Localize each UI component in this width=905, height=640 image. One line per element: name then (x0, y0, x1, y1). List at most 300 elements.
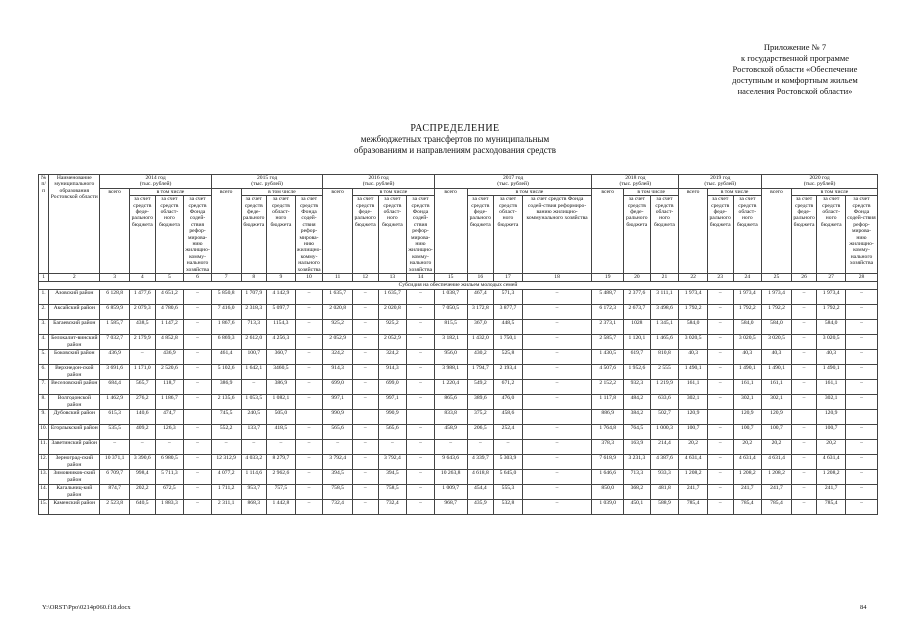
table-cell: 7 050,5 (434, 305, 467, 320)
table-cell: 4 033,2 (241, 455, 267, 470)
row-number: 8. (39, 395, 49, 410)
table-cell: – (295, 395, 323, 410)
municipality-name: Боковский район (49, 350, 100, 365)
table-cell: 584,0 (679, 320, 708, 335)
table-cell: 100,7 (762, 425, 792, 440)
table-cell: 684,4 (100, 380, 130, 395)
table-cell: 584,0 (817, 320, 846, 335)
row-number: 1. (39, 290, 49, 305)
table-cell: 100,7 (241, 350, 267, 365)
table-cell: 2 052,9 (323, 335, 353, 350)
table-row (39, 320, 878, 335)
year-label: 2016 год (368, 175, 389, 181)
column-number: 8 (241, 274, 267, 282)
table-cell: 409,2 (130, 425, 156, 440)
appendix-line: Приложение № 7 (763, 42, 827, 52)
table-cell (407, 410, 435, 425)
table-cell: – (407, 455, 435, 470)
table-cell: – (407, 365, 435, 380)
table-row (39, 425, 878, 440)
column-number: 4 (130, 274, 156, 282)
table-cell: – (522, 440, 592, 455)
table-cell: 3 020,5 (762, 335, 792, 350)
table-cell: 713,3 (624, 470, 651, 485)
table-cell: 2 373,1 (592, 320, 624, 335)
table-cell: – (846, 335, 878, 350)
header-in-total: в том числе (467, 188, 592, 195)
header-total: всего (100, 188, 130, 273)
table-cell: 1 792,2 (817, 305, 846, 320)
table-cell: 241,7 (679, 485, 708, 500)
table-cell: 448,5 (494, 320, 523, 335)
header-in-total: в том числе (791, 188, 877, 195)
municipality-name: Верхнедон-ской район (49, 365, 100, 380)
year-label: 2014 год (145, 175, 166, 181)
table-cell: – (407, 335, 435, 350)
table-cell: 785,4 (817, 500, 846, 515)
header-federal: за счет средств феде-рального бюджета (791, 196, 817, 274)
table-cell: – (407, 305, 435, 320)
header-year (762, 175, 878, 189)
table-cell: – (184, 485, 212, 500)
header-regional: за счет средств област-ного бюджета (817, 196, 846, 274)
table-cell: 2 135,6 (211, 395, 241, 410)
table-cell: – (522, 395, 592, 410)
table-cell: – (791, 440, 817, 455)
table-cell: 1 973,4 (679, 290, 708, 305)
title-line: образованиям и направлениям расходования средств (354, 144, 556, 155)
table-cell: 2 520,6 (155, 365, 184, 380)
table-cell: 2 152,2 (592, 380, 624, 395)
table-cell: – (522, 485, 592, 500)
header-regional: за счет средств област-ного бюджета (155, 196, 184, 274)
table-cell (846, 410, 878, 425)
table-cell: 1 477,6 (130, 290, 156, 305)
table-cell: – (184, 425, 212, 440)
table-cell: 12 312,9 (211, 455, 241, 470)
table-cell: 1 082,1 (267, 395, 296, 410)
table-cell: 565,7 (130, 380, 156, 395)
column-number: 22 (679, 274, 708, 282)
table-cell: – (295, 485, 323, 500)
title-line: межбюджетных трансфертов по муниципальным (360, 134, 550, 144)
municipality-name: Азовский район (49, 290, 100, 305)
column-number: 28 (846, 274, 878, 282)
table-cell: 3 111,1 (650, 290, 679, 305)
table-cell: 367,0 (467, 320, 494, 335)
table-cell: 990,9 (378, 410, 407, 425)
table-cell: 6 980,5 (155, 455, 184, 470)
table-cell: – (791, 455, 817, 470)
header-total: всего (762, 188, 792, 273)
table-cell: 430,2 (467, 350, 494, 365)
table-cell: – (707, 305, 733, 320)
table-cell: 565,6 (378, 425, 407, 440)
appendix-line: доступным и комфортным жильем (732, 75, 858, 85)
table-cell: 252,4 (494, 425, 523, 440)
table-cell: – (352, 485, 378, 500)
table-cell: 532,8 (494, 500, 523, 515)
table-cell: – (241, 380, 267, 395)
table-cell: 118,7 (155, 380, 184, 395)
table-cell: 302,1 (733, 395, 762, 410)
table-cell: 785,4 (679, 500, 708, 515)
table-cell: 3 020,5 (679, 335, 708, 350)
column-number: 10 (295, 274, 323, 282)
table-cell: 360,7 (267, 350, 296, 365)
table-cell: 161,1 (679, 380, 708, 395)
table-cell: 619,7 (624, 350, 651, 365)
row-number: 4. (39, 335, 49, 350)
table-cell: 302,1 (817, 395, 846, 410)
table-cell: 1 490,1 (679, 365, 708, 380)
table-cell: 140,6 (130, 410, 156, 425)
table-cell: – (707, 290, 733, 305)
table-cell: – (295, 290, 323, 305)
table-cell: 3 498,6 (650, 305, 679, 320)
header-name: Наименование муниципального образования Ростовской области (49, 175, 100, 274)
table-cell: – (791, 380, 817, 395)
table-cell: – (295, 500, 323, 515)
year-label: 2019 год (710, 175, 731, 181)
table-cell: 1 750,1 (494, 335, 523, 350)
header-regional: за счет средств област-ного бюджета (494, 196, 523, 274)
header-year (323, 175, 434, 189)
table-cell: 1 171,0 (130, 365, 156, 380)
appendix-line: населения Ростовской области» (737, 86, 853, 96)
table-cell: 4 507,6 (592, 365, 624, 380)
header-regional: за счет средств област-ного бюджета (378, 196, 407, 274)
table-cell: 672,5 (155, 485, 184, 500)
table-cell: 933,3 (650, 470, 679, 485)
file-path: Y:\ORST\Ppo\0214p060.f18.docx (42, 604, 131, 611)
table-cell: 925,2 (378, 320, 407, 335)
table-cell: 458,9 (434, 425, 467, 440)
table-cell: 1 462,9 (100, 395, 130, 410)
table-cell: 6 859,9 (100, 305, 130, 320)
table-cell: 5 303,9 (494, 455, 523, 470)
table-cell: 815,5 (434, 320, 467, 335)
table-cell: – (352, 365, 378, 380)
appendix-line: Ростовской области «Обеспечение (732, 64, 858, 74)
table-cell: 120,9 (817, 410, 846, 425)
table-cell: – (846, 350, 878, 365)
header-regional: за счет средств област-ного бюджета (733, 196, 762, 274)
table-cell: 1 120,1 (624, 335, 651, 350)
table-cell: 276,2 (130, 395, 156, 410)
header-total: всего (434, 188, 467, 273)
header-federal: за счет средств феде-рального бюджета (352, 196, 378, 274)
table-cell: – (407, 500, 435, 515)
table-cell: – (352, 440, 378, 455)
table-cell: 450,1 (624, 500, 651, 515)
table-cell: – (184, 350, 212, 365)
table-cell: 1 792,2 (762, 305, 792, 320)
municipality-name: Волгодонской район (49, 395, 100, 410)
municipality-name: Белокалит-винский район (49, 335, 100, 350)
table-cell: 3 231,3 (624, 455, 651, 470)
title-heading: РАСПРЕДЕЛЕНИЕ (410, 123, 500, 134)
year-label: 2017 год (502, 175, 524, 181)
header-year (592, 175, 679, 189)
table-cell: 4 339,7 (467, 455, 494, 470)
table-cell: 375,2 (467, 410, 494, 425)
table-cell: 3 877,7 (494, 305, 523, 320)
table-cell: 302,1 (762, 395, 792, 410)
table-cell: – (791, 335, 817, 350)
row-number: 7. (39, 380, 49, 395)
table-cell: 8 279,7 (267, 455, 296, 470)
table-cell: 1 208,2 (679, 470, 708, 485)
table-cell: 7 032,7 (100, 335, 130, 350)
table-cell: 1 208,2 (733, 470, 762, 485)
table-cell: 6 172,3 (592, 305, 624, 320)
table-cell: – (295, 470, 323, 485)
row-number: 13. (39, 470, 49, 485)
table-cell: – (352, 320, 378, 335)
table-cell: 1 792,2 (733, 305, 762, 320)
table-cell: 552,2 (211, 425, 241, 440)
table-cell: – (407, 350, 435, 365)
page-number: 84 (860, 604, 867, 611)
table-cell: – (352, 380, 378, 395)
table-cell: 764,5 (624, 425, 651, 440)
table-cell: – (295, 305, 323, 320)
table-cell: 474,7 (155, 410, 184, 425)
table-cell: 671,2 (494, 380, 523, 395)
table-cell: – (791, 320, 817, 335)
table-cell: – (352, 395, 378, 410)
table-cell: 2 179,9 (130, 335, 156, 350)
table-cell: 1 345,1 (650, 320, 679, 335)
header-in-total: в том числе (130, 188, 212, 195)
table-cell (184, 410, 212, 425)
header-num: № п/п (39, 175, 49, 274)
table-cell: – (522, 290, 592, 305)
table-cell: 3 182,1 (434, 335, 467, 350)
table-cell: – (846, 455, 878, 470)
header-fund: за счет средств Фонда содей-ствия рефор-мирова-нию жилищно-комму-нального хозяйства (185, 196, 210, 273)
section-title: Субсидия на обеспечение жильем молодых семей (39, 282, 878, 290)
row-number: 3. (39, 320, 49, 335)
table-cell: 2 052,9 (378, 335, 407, 350)
municipality-name: Заветинский район (49, 440, 100, 455)
table-cell: 6 128,8 (100, 290, 130, 305)
table-cell: 2 585,7 (592, 335, 624, 350)
table-cell: – (791, 290, 817, 305)
table-cell: 3 020,5 (817, 335, 846, 350)
table-cell: 40,3 (679, 350, 708, 365)
column-number: 5 (155, 274, 184, 282)
table-cell: 10 371,1 (100, 455, 130, 470)
table-cell: – (407, 290, 435, 305)
table-cell: 302,1 (679, 395, 708, 410)
table-cell: 40,3 (733, 350, 762, 365)
table-row (39, 485, 878, 500)
header-federal: за счет средств феде-рального бюджета (130, 196, 156, 274)
table-cell: 2 311,1 (211, 500, 241, 515)
year-label: 2018 год (625, 175, 646, 181)
year-unit: (тыс. рублей) (362, 181, 395, 188)
table-cell: 3 792,4 (323, 455, 353, 470)
municipality-name: Зимовников-ский район (49, 470, 100, 485)
table-cell: 1154,3 (267, 320, 296, 335)
table-cell: – (522, 500, 592, 515)
table-cell: 1 585,7 (100, 320, 130, 335)
table-cell: 1 973,4 (762, 290, 792, 305)
table-cell: 481,8 (650, 485, 679, 500)
table-cell: 3460,5 (267, 365, 296, 380)
table-cell: 120,9 (762, 410, 792, 425)
column-number: 15 (434, 274, 467, 282)
distribution-table (38, 174, 878, 515)
table-cell: 2 193,4 (494, 365, 523, 380)
table-cell: 699,0 (378, 380, 407, 395)
table-cell: 3 020,5 (733, 335, 762, 350)
row-number: 11. (39, 440, 49, 455)
table-cell: – (522, 305, 592, 320)
table-cell: – (352, 305, 378, 320)
table-cell: 2 523,8 (100, 500, 130, 515)
table-cell: – (846, 500, 878, 515)
table-cell: 389,6 (467, 395, 494, 410)
year-unit: (тыс. рублей) (803, 181, 836, 188)
table-cell: – (522, 380, 592, 395)
table-cell: 20,2 (733, 440, 762, 455)
table-cell: 1 208,2 (762, 470, 792, 485)
table-cell: – (846, 320, 878, 335)
table-cell: 525,8 (494, 350, 523, 365)
table-cell: 126,3 (155, 425, 184, 440)
table-cell: – (407, 395, 435, 410)
table-cell: – (130, 350, 156, 365)
appendix-line: к государственной программе (740, 53, 850, 63)
table-cell: 1 792,2 (679, 305, 708, 320)
table-cell: – (791, 500, 817, 515)
table-cell (791, 410, 817, 425)
table-cell: – (522, 425, 592, 440)
appendix-block (690, 42, 900, 97)
header-fund-2017: за счет средств Фонда содей-ствия реформиро-ванию жилищно-коммунального хозяйства (522, 196, 592, 274)
table-cell: – (791, 350, 817, 365)
table-cell: 1 490,1 (733, 365, 762, 380)
header-year (679, 175, 762, 189)
table-cell: 1 000,3 (650, 425, 679, 440)
table-cell: 4 077,2 (211, 470, 241, 485)
table-cell: – (295, 440, 323, 455)
table-cell: 549,2 (467, 380, 494, 395)
table-cell: 1 794,7 (467, 365, 494, 380)
table-cell: – (295, 425, 323, 440)
table-cell: – (184, 380, 212, 395)
table-cell: 324,2 (323, 350, 353, 365)
header-in-total: в том числе (707, 188, 761, 195)
table-cell: – (434, 440, 467, 455)
header-in-total: в том числе (624, 188, 679, 195)
municipality-name: Егорлыкский район (49, 425, 100, 440)
table-row (39, 335, 878, 350)
column-number: 7 (211, 274, 241, 282)
year-unit: (тыс. рублей) (497, 181, 529, 188)
header-federal: за счет средств феде-рального бюджета (241, 196, 267, 274)
table-cell: 435,9 (467, 500, 494, 515)
table-cell: – (846, 425, 878, 440)
table-cell: 100,7 (733, 425, 762, 440)
table-cell: – (295, 455, 323, 470)
column-number: 14 (407, 274, 435, 282)
header-in-total: в том числе (352, 188, 434, 195)
table-cell: 386,9 (211, 380, 241, 395)
table-cell: 565,6 (323, 425, 353, 440)
table-cell: 4 631,4 (817, 455, 846, 470)
table-cell: 163,9 (624, 440, 651, 455)
table-cell: 1 635,7 (323, 290, 353, 305)
table-cell: – (791, 395, 817, 410)
table-cell: 732,4 (323, 500, 353, 515)
table-cell: – (707, 320, 733, 335)
table-cell: 1 114,6 (241, 470, 267, 485)
table-cell: 100,7 (817, 425, 846, 440)
year-unit: (тыс. рублей) (251, 181, 283, 188)
table-cell: 120,9 (733, 410, 762, 425)
table-cell: – (846, 470, 878, 485)
table-cell: 956,0 (434, 350, 467, 365)
table-cell: 1 038,7 (434, 290, 467, 305)
table-cell: – (707, 500, 733, 515)
table-cell: 1 973,4 (817, 290, 846, 305)
table-cell: 5 850,8 (211, 290, 241, 305)
table-cell: 386,9 (267, 380, 296, 395)
table-cell: 1 707,9 (241, 290, 267, 305)
table-cell: – (707, 470, 733, 485)
column-number: 21 (650, 274, 679, 282)
table-cell: 571,3 (494, 290, 523, 305)
header-year (100, 175, 211, 189)
table-cell: – (707, 485, 733, 500)
table-cell: 4 387,6 (650, 455, 679, 470)
row-number: 10. (39, 425, 49, 440)
table-cell: – (467, 440, 494, 455)
column-number: 27 (817, 274, 846, 282)
column-number: 24 (733, 274, 762, 282)
table-cell: – (184, 455, 212, 470)
table-cell: 467,4 (467, 290, 494, 305)
table-cell: 1 219,9 (650, 380, 679, 395)
column-number: 20 (624, 274, 651, 282)
table-cell: 785,4 (733, 500, 762, 515)
table-cell: 5 102,6 (211, 365, 241, 380)
table-cell: – (352, 500, 378, 515)
table-cell: 3 691,6 (100, 365, 130, 380)
municipality-name: Кагальниц-кий район (49, 485, 100, 500)
table-cell: 1 635,7 (378, 290, 407, 305)
table-cell: 5 711,3 (155, 470, 184, 485)
table-cell: 1 973,4 (733, 290, 762, 305)
column-number: 13 (378, 274, 407, 282)
table-cell: – (846, 290, 878, 305)
table-cell: – (407, 425, 435, 440)
table-cell: 1 186,7 (155, 395, 184, 410)
table-cell: – (241, 440, 267, 455)
column-number: 1 (39, 274, 49, 282)
table-cell: 758,5 (378, 485, 407, 500)
table-cell: 990,9 (323, 410, 353, 425)
column-number: 16 (467, 274, 494, 282)
table-cell: 40,3 (817, 350, 846, 365)
column-number: 18 (522, 274, 592, 282)
table-cell: – (323, 440, 353, 455)
table-cell: 2 377,6 (624, 290, 651, 305)
